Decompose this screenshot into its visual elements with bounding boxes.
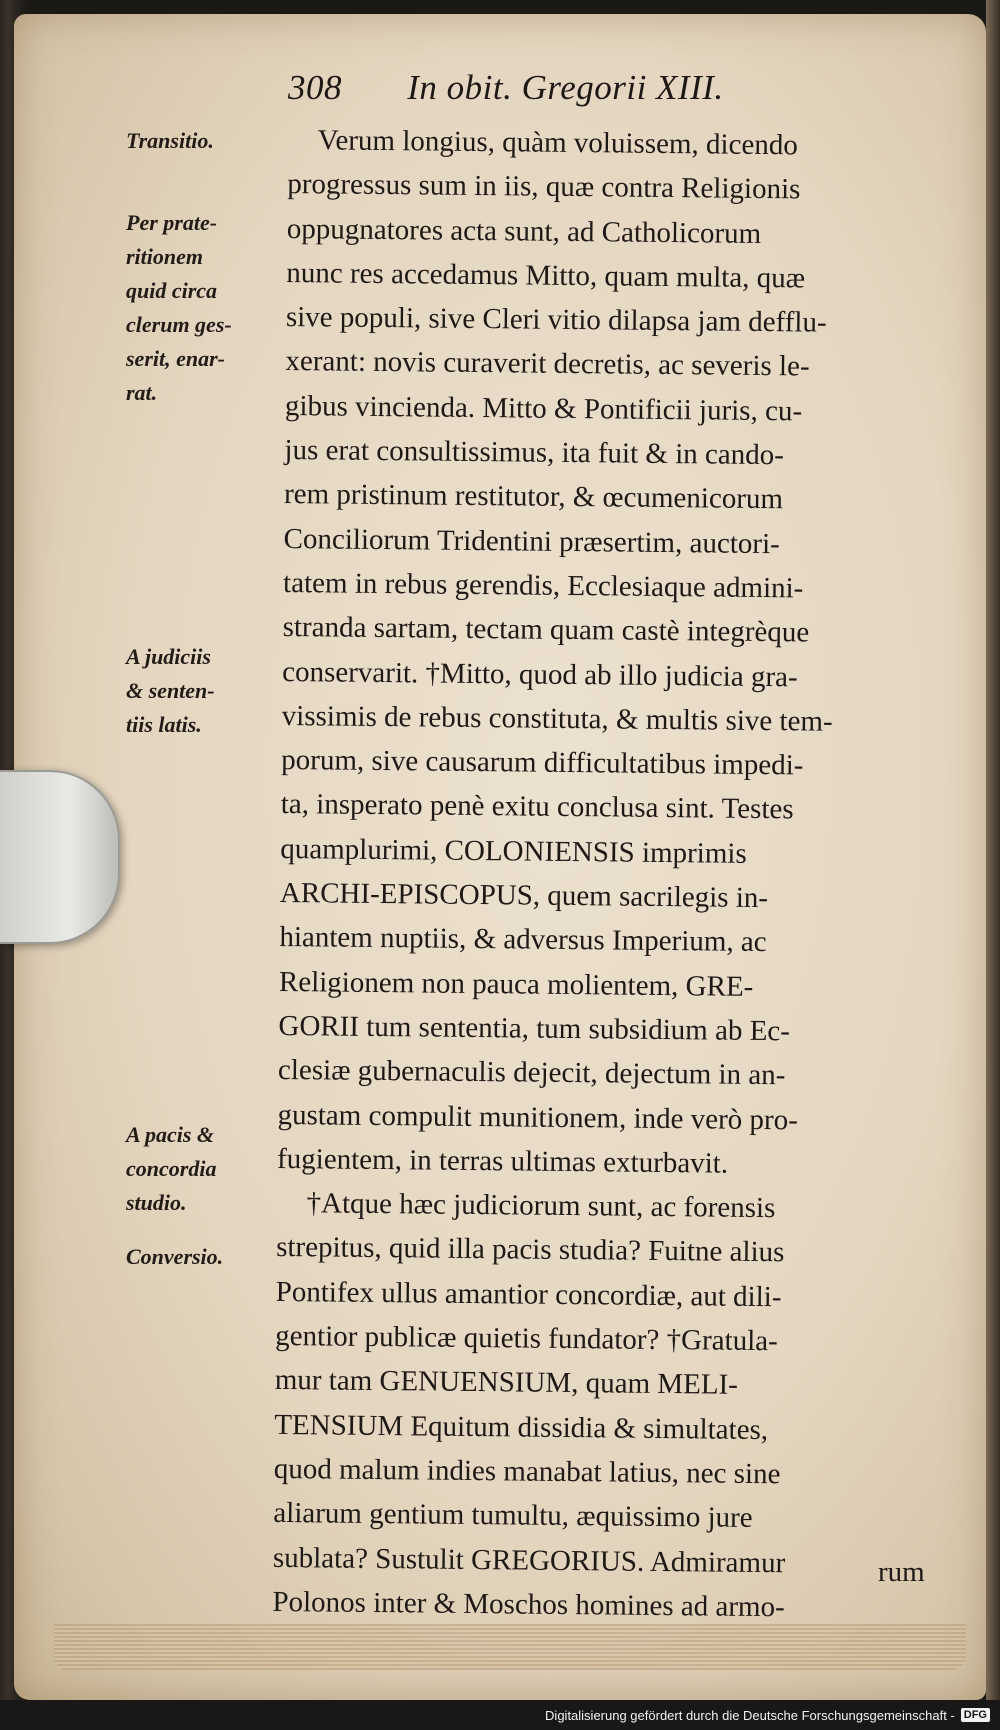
text-line: Pontifex ullus amantior concordiæ, aut dili- [275,1275,782,1313]
marginal-line: concordia [126,1156,217,1181]
text-line: GORII tum sententia, tum subsidium ab Ec- [278,1009,791,1048]
marginal-line: clerum ges- [126,312,232,337]
page-number: 308 [288,68,342,107]
marginal-line: rat. [126,380,158,405]
marginal-note-pacis [126,1118,276,1220]
text-line: jus erat consultissimus, ita fuit & in cando- [284,434,785,472]
text-line: quod malum indies manabat latius, nec sine [273,1452,781,1491]
text-line: vissimis de rebus constituta, & multis sive tem- [281,699,833,738]
body-text [272,118,936,1631]
funding-credit: Digitalisierung gefördert durch die Deutsche Forschungsgemeinschaft - [545,1707,955,1723]
text-line: TENSIUM Equitum dissidia & simultates, [274,1408,769,1446]
text-line: clesiæ gubernaculis dejecit, dejectum in an- [277,1054,786,1092]
text-line: ta, insperato penè exitu conclusa sint. Testes [280,788,794,826]
text-line: mur tam GENUENSIUM, quam MELI- [274,1364,739,1402]
text-line: sive populi, sive Cleri vitio dilapsa jam defflu- [285,301,827,339]
marginal-note-clerum [126,206,276,410]
text-line: fugientem, in terras ultimas exturbavit. [276,1142,729,1180]
marginal-line: Per prate- [126,210,218,235]
text-line: sublata? Sustulit GREGORIUS. Admiramur [272,1541,786,1579]
marginal-note-conversio [126,1240,276,1274]
text-line: porum, sive causarum difficultatibus impedi- [281,744,804,782]
right-edge [986,0,1000,1730]
marginal-line: studio. [126,1190,187,1215]
dfg-logo: DFG [961,1708,990,1722]
text-line: oppugnatores acta sunt, ad Catholicorum [286,212,762,250]
text-line: progressus sum in iis, quæ contra Religionis [287,168,801,206]
text-line: quamplurimi, COLONIENSIS imprimis [280,832,747,870]
text-line: conservarit. †Mitto, quod ab illo judicia gra- [282,655,798,693]
marginal-line: A judiciis [126,644,211,669]
page-clip [0,770,120,944]
marginal-line: Transitio. [126,128,214,153]
text-line: strepitus, quid illa pacis studia? Fuitne alius [276,1231,785,1269]
text-line: stranda sartam, tectam quam castè integrèque [282,611,810,649]
catchword: rum [878,1556,925,1588]
text-line: Verum longius, quàm voluissem, dicendo [317,124,798,162]
marginal-line: A pacis & [126,1122,215,1147]
marginal-note-judiciis [126,640,276,742]
marginal-line: tiis latis. [126,712,202,737]
running-title: In obit. Gregorii XIII. [407,68,724,107]
marginal-note-transitio [126,124,276,158]
text-line: Conciliorum Tridentini præsertim, auctori- [283,522,780,560]
text-line: Religionem non pauca molientem, GRE- [278,965,754,1003]
marginal-line: Conversio. [126,1244,224,1269]
text-line: gibus vincienda. Mitto & Pontificii juris, cu- [284,389,803,428]
text-line: aliarum gentium tumultu, æquissimo jure [273,1497,753,1535]
text-line: nunc res accedamus Mitto, quam multa, quæ [286,256,806,295]
text-line: rem pristinum restitutor, & œcumenicorum [283,478,784,516]
text-line: hiantem nuptiis, & adversus Imperium, ac [279,921,767,959]
marginal-line: ritionem [126,244,204,269]
text-line: ARCHI-EPISCOPUS, quem sacrilegis in- [279,877,769,915]
text-line: †Atque hæc judiciorum sunt, ac forensis [306,1187,776,1225]
marginal-line: quid circa [126,278,218,303]
page-edges [54,1624,966,1670]
text-line: gustam compulit munitionem, inde verò pro- [277,1098,799,1136]
text-line: Polonos inter & Moschos homines ad armo- [272,1585,785,1624]
marginal-line: & senten- [126,678,215,703]
text-line: xerant: novis curaverit decretis, ac severis le- [285,345,810,383]
text-line: gentior publicæ quietis fundator? †Gratula- [275,1319,778,1358]
marginal-line: serit, enar- [126,346,225,371]
text-line: tatem in rebus gerendis, Ecclesiaque admini- [282,566,804,605]
footer-bar [0,1700,1000,1730]
running-header [288,68,868,108]
